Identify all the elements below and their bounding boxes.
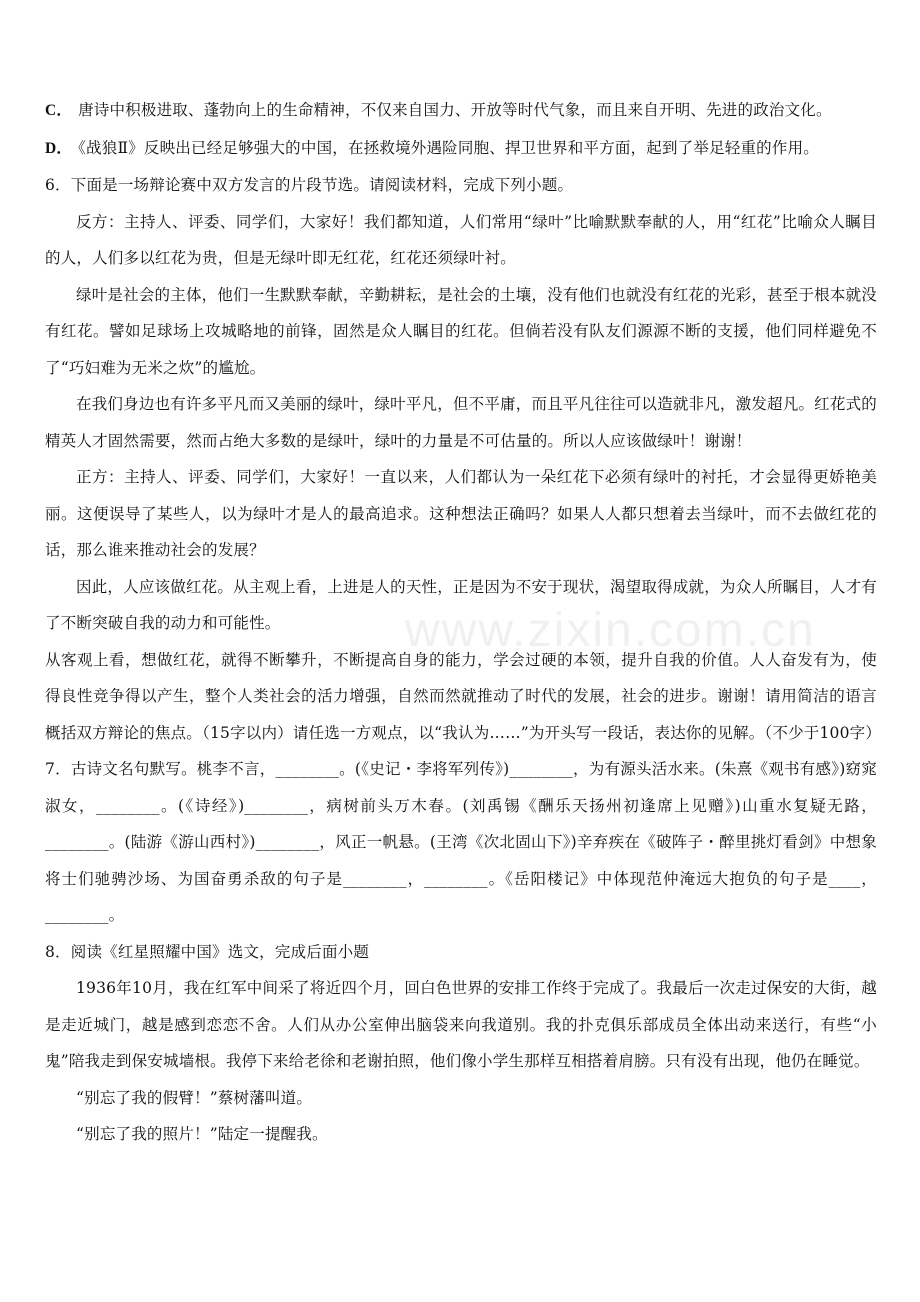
q8-paragraph: “别忘了我的假臂！”蔡树藩叫道。 [76, 1088, 313, 1107]
q8-paragraph: “别忘了我的照片！”陆定一提醒我。 [76, 1125, 328, 1143]
q6-paragraph: 反方：主持人、评委、同学们，大家好！我们都知道，人们常用“绿叶”比喻默默奉献的人，用“红花”比喻众人瞩目的人，人们多以红花为贵，但是无绿叶即无红花，红花还须绿叶衬。 [45, 212, 877, 267]
q6-last-paragraph: 从客观上看，想做红花，就得不断攀升，不断提高自身的能力，学会过硬的本领，提升自我的价值。人人奋发有为，使得良性竞争得以产生，整个人类社会的活力增强，自然而然就推动了时代的发展，社会的进步。谢谢！请用简洁的语言概括双方辩论的焦点。（15字以内）请任选一方观点，以“我认为……”为开头写一段话，表达你的见解。（不少于100字） [45, 650, 882, 742]
q5-option-c [45, 92, 877, 130]
option-text: 唐诗中积极进取、蓬勃向上的生命精神，不仅来自国力、开放等时代气象，而且来自开明、先进的政治文化。 [78, 101, 832, 119]
option-letter: D． [45, 139, 73, 157]
option-text: 《战狼Ⅱ》反映出已经足够强大的中国，在拯救境外遇险同胞、捍卫世界和平方面，起到了举足轻重的作用。 [78, 138, 819, 157]
q6-paragraph: 正方：主持人、评委、同学们，大家好！一直以来，人们都认为一朵红花下必须有绿叶的衬托，才会显得更娇艳美丽。这便误导了某些人，以为绿叶才是人的最高追求。这种想法正确吗？如果人人都只想着去当绿叶，而不去做红花的话，那么谁来推动社会的发展？ [45, 468, 877, 559]
q5-option-d [45, 130, 877, 168]
q6-paragraph: 绿叶是社会的主体，他们一生默默奉献，辛勤耕耘，是社会的土壤，没有他们也就没有红花的光彩，甚至于根本就没有红花。譬如足球场上攻城略地的前锋，固然是众人瞩目的红花。但倘若没有队友们源源不断的支援，他们同样避免不了“巧妇难为无米之炊”的尴尬。 [45, 285, 877, 377]
watermark: www.zixin.com.cn [405, 604, 816, 657]
q6-paragraph: 在我们身边也有许多平凡而又美丽的绿叶，绿叶平凡，但不平庸，而且平凡往往可以造就非凡，激发超凡。红花式的精英人才固然需要，然而占绝大多数的是绿叶，绿叶的力量是不可估量的。所以人应该做绿叶！谢谢！ [45, 395, 877, 450]
option-letter: C． [45, 102, 73, 119]
q6-stem: 6．下面是一场辩论赛中双方发言的片段节选。请阅读材料，完成下列小题。 [45, 176, 574, 194]
q8-stem: 8．阅读《红星照耀中国》选文，完成后面小题 [45, 942, 370, 961]
q6-paragraph: 因此，人应该做红花。从主观上看，上进是人的天性，正是因为不安于现状，渴望取得成就，为众人所瞩目，人才有了不断突破自我的动力和可能性。 [45, 577, 877, 632]
q8-paragraph: 1936年10月，我在红军中间采了将近四个月，回白色世界的安排工作终于完成了。我最后一次走过保安的大街，越是走近城门，越是感到恋恋不舍。人们从办公室伸出脑袋来向我道别。我的扑克俱乐部成员全体出动来送行，有些“小鬼”陪我走到保安城墙根。我停下来给老徐和老谢拍照，他们像小学生那样互相搭着肩膀。只有没有出现，他仍在睡觉。 [45, 979, 877, 1070]
document-page [45, 92, 882, 1153]
q7-text: 7．古诗文名句默写。桃李不言，________。(《史记・李将军列传》)________，为有源头活水来。(朱熹《观书有感》)窈窕淑女，________。(《诗经》)________，病树前头万木春。(刘禹锡《酬乐天扬州初逢席上见赠》)山重水复疑无路，________。(陆游《游山西村》)________，风正一帆悬。(王湾《次北固山下》)辛弃疾在《破阵子・醉里挑灯看剑》中想象将士们驰骋沙场、为国奋勇杀敌的句子是________，________。《岳阳楼记》中体现范仲淹远大抱负的句子是____，________。 [45, 760, 877, 924]
